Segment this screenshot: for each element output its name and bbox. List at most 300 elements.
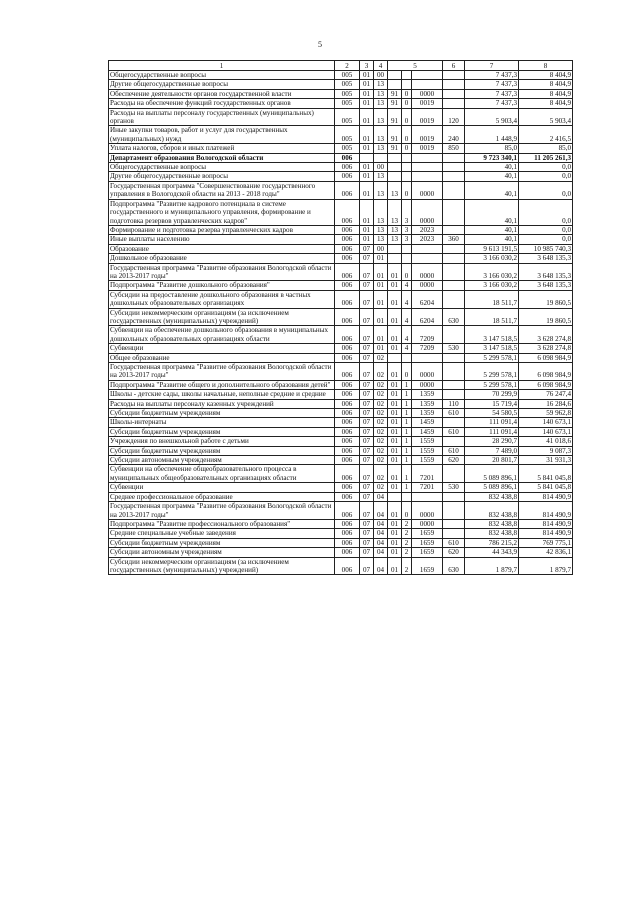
expense-type-code [443,89,465,98]
subsection-code: 13 [374,89,388,98]
row-name: Иные закупки товаров, работ и услуг для государственных (муниципальных) нужд [109,126,335,144]
section-code: 01 [360,80,374,89]
expense-type-code [443,263,465,281]
row-name: Общее образование [109,353,335,362]
row-name: Расходы на обеспечение функций государственных органов [109,99,335,108]
section-code: 07 [360,363,374,381]
row-name: Субсидии бюджетным учреждениям [109,409,335,418]
target-code-program [388,172,402,181]
amount-col7: 28 290,7 [465,437,519,446]
row-name: Субсидии бюджетным учреждениям [109,538,335,547]
expense-type-code: 630 [443,308,465,326]
amount-col8: 814 490,9 [519,519,573,528]
target-code-direction: 7201 [412,483,443,492]
target-code-direction [412,71,443,80]
target-code-program: 91 [388,144,402,153]
section-code: 07 [360,483,374,492]
target-code-program [388,492,402,501]
subsection-code: 13 [374,108,388,126]
row-name: Субсидии некоммерческим организациям (за исключением государственных (муниципальных) учреждений) [109,308,335,326]
amount-col7: 832 438,8 [465,519,519,528]
target-code-direction: 2023 [412,235,443,244]
target-code-sub [402,492,412,501]
expense-type-code: 530 [443,483,465,492]
expense-type-code: 360 [443,235,465,244]
target-code-program: 01 [388,519,402,528]
subsection-code: 01 [374,326,388,344]
amount-col8: 5 841 045,8 [519,483,573,492]
expense-type-code [443,502,465,520]
target-code-sub [402,353,412,362]
table-row [109,144,573,153]
expense-type-code: 110 [443,399,465,408]
target-code-sub: 1 [402,418,412,427]
subsection-code: 04 [374,519,388,528]
ved-code: 006 [335,225,360,234]
target-code-program: 01 [388,502,402,520]
target-code-sub: 0 [402,108,412,126]
amount-col8: 8 404,9 [519,71,573,80]
table-row [109,99,573,108]
ved-code: 006 [335,353,360,362]
section-code: 01 [360,126,374,144]
target-code-sub: 1 [402,483,412,492]
target-code-direction: 0000 [412,181,443,199]
section-code: 07 [360,353,374,362]
expense-type-code [443,353,465,362]
header-cell: 4 [374,61,388,71]
amount-col8: 3 648 135,3 [519,263,573,281]
target-code-direction: 6204 [412,290,443,308]
amount-col8: 8 404,9 [519,80,573,89]
subsection-code: 04 [374,548,388,557]
subsection-code: 01 [374,344,388,353]
expense-type-code [443,326,465,344]
amount-col8: 814 490,9 [519,502,573,520]
target-code-direction: 1659 [412,529,443,538]
target-code-direction [412,172,443,181]
header-cell: 3 [360,61,374,71]
amount-col8: 85,0 [519,144,573,153]
target-code-sub [402,254,412,263]
target-code-program: 01 [388,437,402,446]
ved-code: 006 [335,153,360,162]
target-code-program: 13 [388,235,402,244]
subsection-code: 01 [374,254,388,263]
ved-code: 006 [335,427,360,436]
target-code-program [388,353,402,362]
section-code: 01 [360,225,374,234]
target-code-program [388,153,402,162]
expense-type-code: 240 [443,126,465,144]
amount-col8: 769 775,1 [519,538,573,547]
section-code: 07 [360,437,374,446]
row-name: Государственная программа "Развитие образования Вологодской области на 2013-2017 годы" [109,363,335,381]
table-row [109,244,573,253]
row-name: Формирование и подготовка резерва управленческих кадров [109,225,335,234]
target-code-sub: 3 [402,199,412,225]
section-code: 07 [360,418,374,427]
target-code-sub: 1 [402,380,412,389]
section-code: 07 [360,344,374,353]
subsection-code: 13 [374,172,388,181]
target-code-sub: 0 [402,363,412,381]
section-code: 01 [360,108,374,126]
table-row [109,548,573,557]
subsection-code: 00 [374,163,388,172]
amount-col8: 6 098 984,9 [519,363,573,381]
row-name: Среднее профессиональное образование [109,492,335,501]
target-code-program: 01 [388,380,402,389]
row-name: Расходы на выплаты персоналу казенных учреждений [109,399,335,408]
target-code-sub: 4 [402,326,412,344]
table-row [109,492,573,501]
amount-col8: 5 841 045,8 [519,465,573,483]
target-code-program: 01 [388,446,402,455]
table-row [109,437,573,446]
expense-type-code [443,492,465,501]
ved-code: 006 [335,538,360,547]
row-name: Иные выплаты населению [109,235,335,244]
row-name: Подпрограмма "Развитие общего и дополнительного образования детей" [109,380,335,389]
ved-code: 006 [335,446,360,455]
table-row [109,71,573,80]
expense-type-code: 610 [443,409,465,418]
ved-code: 005 [335,80,360,89]
amount-col7: 7 437,3 [465,99,519,108]
target-code-direction [412,80,443,89]
section-code: 01 [360,89,374,98]
target-code-sub: 0 [402,263,412,281]
ved-code: 005 [335,89,360,98]
section-code: 01 [360,99,374,108]
table-row [109,557,573,575]
expense-type-code [443,163,465,172]
target-code-program [388,163,402,172]
row-name: Другие общегосударственные вопросы [109,172,335,181]
subsection-code: 04 [374,557,388,575]
subsection-code [374,153,388,162]
amount-col8: 814 490,9 [519,529,573,538]
expense-type-code: 620 [443,548,465,557]
target-code-program: 01 [388,427,402,436]
expense-type-code: 850 [443,144,465,153]
ved-code: 006 [335,363,360,381]
target-code-sub: 0 [402,89,412,98]
expense-type-code [443,71,465,80]
ved-code: 005 [335,108,360,126]
expense-type-code [443,80,465,89]
target-code-direction: 6204 [412,308,443,326]
table-row [109,353,573,362]
table-row [109,399,573,408]
target-code-sub: 1 [402,409,412,418]
amount-col8: 0,0 [519,172,573,181]
amount-col8: 2 416,5 [519,126,573,144]
amount-col8: 3 648 135,3 [519,281,573,290]
amount-col8: 10 985 740,3 [519,244,573,253]
target-code-program: 91 [388,99,402,108]
subsection-code: 00 [374,244,388,253]
subsection-code: 02 [374,390,388,399]
expense-type-code: 610 [443,538,465,547]
table-row [109,153,573,162]
table-row [109,89,573,98]
row-name: Расходы на выплаты персоналу государственных (муниципальных) органов [109,108,335,126]
target-code-direction: 1459 [412,418,443,427]
table-row [109,519,573,528]
header-cell: 5 [388,61,443,71]
section-code: 01 [360,172,374,181]
amount-col8: 6 098 984,9 [519,380,573,389]
amount-col8: 41 018,6 [519,437,573,446]
target-code-program: 01 [388,290,402,308]
ved-code: 006 [335,390,360,399]
page-number: 5 [318,40,322,49]
target-code-program: 01 [388,483,402,492]
row-name: Департамент образования Вологодской области [109,153,335,162]
table-row [109,126,573,144]
section-code: 07 [360,263,374,281]
target-code-direction: 0000 [412,519,443,528]
amount-col7: 40,1 [465,199,519,225]
table-row [109,456,573,465]
target-code-direction: 1359 [412,409,443,418]
row-name: Подпрограмма "Развитие кадрового потенциала в системе государственного и муниципального управления, формирование и подготовка резервов управленческих кадров" [109,199,335,225]
amount-col7: 832 438,8 [465,529,519,538]
target-code-program: 13 [388,181,402,199]
target-code-direction [412,492,443,501]
table-row [109,308,573,326]
target-code-sub: 3 [402,235,412,244]
ved-code: 006 [335,483,360,492]
expense-type-code: 610 [443,427,465,436]
target-code-program: 01 [388,557,402,575]
ved-code: 005 [335,144,360,153]
target-code-direction: 0019 [412,99,443,108]
target-code-sub: 2 [402,519,412,528]
ved-code: 006 [335,437,360,446]
expense-type-code [443,418,465,427]
target-code-program: 01 [388,409,402,418]
target-code-direction: 0000 [412,199,443,225]
row-name: Государственная программа "Развитие образования Вологодской области на 2013-2017 годы" [109,263,335,281]
table-row [109,254,573,263]
target-code-direction: 0000 [412,380,443,389]
subsection-code: 04 [374,538,388,547]
table-row [109,199,573,225]
expense-type-code [443,529,465,538]
target-code-sub [402,80,412,89]
amount-col7: 7 489,0 [465,446,519,455]
amount-col7: 832 438,8 [465,502,519,520]
target-code-sub [402,153,412,162]
subsection-code: 02 [374,409,388,418]
target-code-direction: 1459 [412,427,443,436]
target-code-program: 01 [388,399,402,408]
row-name: Субвенции [109,344,335,353]
section-code: 07 [360,456,374,465]
target-code-program: 13 [388,199,402,225]
amount-col7: 5 089 896,1 [465,483,519,492]
ved-code: 006 [335,254,360,263]
row-name: Обеспечение деятельности органов государственной власти [109,89,335,98]
ved-code: 006 [335,456,360,465]
subsection-code: 02 [374,418,388,427]
target-code-program [388,80,402,89]
table-row [109,446,573,455]
section-code: 01 [360,235,374,244]
subsection-code: 13 [374,235,388,244]
ved-code: 006 [335,244,360,253]
subsection-code: 02 [374,363,388,381]
subsection-code: 04 [374,492,388,501]
target-code-direction: 1359 [412,390,443,399]
ved-code: 005 [335,71,360,80]
amount-col7: 5 299 578,1 [465,353,519,362]
subsection-code: 01 [374,281,388,290]
ved-code: 006 [335,519,360,528]
subsection-code: 02 [374,427,388,436]
amount-col8: 140 673,1 [519,418,573,427]
target-code-program: 91 [388,89,402,98]
expense-type-code: 610 [443,446,465,455]
ved-code: 006 [335,399,360,408]
ved-code: 006 [335,172,360,181]
row-name: Субсидии бюджетным учреждениям [109,446,335,455]
table-row [109,326,573,344]
amount-col8: 76 247,4 [519,390,573,399]
ved-code: 006 [335,308,360,326]
ved-code: 006 [335,326,360,344]
header-cell: 2 [335,61,360,71]
expense-type-code [443,519,465,528]
target-code-sub [402,71,412,80]
target-code-program: 01 [388,326,402,344]
target-code-program: 91 [388,126,402,144]
target-code-direction: 7201 [412,465,443,483]
amount-col8: 11 205 261,3 [519,153,573,162]
target-code-program: 01 [388,456,402,465]
expense-type-code [443,172,465,181]
target-code-program: 01 [388,363,402,381]
header-cell: 6 [443,61,465,71]
amount-col8: 31 931,3 [519,456,573,465]
row-name: Субсидии бюджетным учреждениям [109,427,335,436]
table-row [109,181,573,199]
target-code-sub: 3 [402,225,412,234]
amount-col7: 20 801,7 [465,456,519,465]
section-code [360,153,374,162]
subsection-code: 01 [374,263,388,281]
row-name: Учреждения по внешкольной работе с детьми [109,437,335,446]
expense-type-code [443,244,465,253]
target-code-direction: 0000 [412,89,443,98]
target-code-direction: 0000 [412,263,443,281]
amount-col8: 3 628 274,8 [519,326,573,344]
row-name: Субсидии некоммерческим организациям (за исключением государственных (муниципальных) учреждений) [109,557,335,575]
target-code-sub: 2 [402,548,412,557]
section-code: 07 [360,465,374,483]
target-code-sub: 4 [402,290,412,308]
target-code-program [388,244,402,253]
subsection-code: 02 [374,483,388,492]
table-row [109,281,573,290]
row-name: Субсидии автономным учреждениям [109,456,335,465]
ved-code: 006 [335,409,360,418]
table-row [109,483,573,492]
target-code-direction [412,353,443,362]
section-code: 07 [360,326,374,344]
amount-col7: 111 091,4 [465,427,519,436]
target-code-sub: 0 [402,502,412,520]
row-name: Школы-интернаты [109,418,335,427]
amount-col8: 140 673,1 [519,427,573,436]
table-row [109,80,573,89]
section-code: 01 [360,71,374,80]
target-code-direction [412,244,443,253]
target-code-program: 01 [388,390,402,399]
target-code-program [388,71,402,80]
table-row [109,502,573,520]
target-code-direction: 0019 [412,108,443,126]
row-name: Государственная программа "Совершенствование государственного управления в Вологодской области на 2013 - 2018 годы" [109,181,335,199]
section-code: 01 [360,144,374,153]
row-name: Субвенции на обеспечение дошкольного образования в муниципальных дошкольных образовательных организациях области [109,326,335,344]
target-code-direction: 2023 [412,225,443,234]
target-code-sub: 1 [402,437,412,446]
expense-type-code [443,465,465,483]
amount-col7: 18 511,7 [465,308,519,326]
row-name: Субсидии на предоставление дошкольного образования в частных дошкольных образовательных организациях [109,290,335,308]
amount-col8: 0,0 [519,181,573,199]
amount-col8: 0,0 [519,163,573,172]
amount-col8: 16 284,6 [519,399,573,408]
ved-code: 006 [335,344,360,353]
row-name: Средние специальные учебные заведения [109,529,335,538]
subsection-code: 02 [374,437,388,446]
subsection-code: 13 [374,199,388,225]
expense-type-code [443,181,465,199]
target-code-direction: 7209 [412,344,443,353]
ved-code: 005 [335,99,360,108]
amount-col7: 40,1 [465,172,519,181]
header-cell: 7 [465,61,519,71]
target-code-direction [412,153,443,162]
target-code-direction: 0000 [412,281,443,290]
table-row [109,465,573,483]
ved-code: 006 [335,263,360,281]
amount-col7: 786 215,2 [465,538,519,547]
amount-col8: 3 648 135,3 [519,254,573,263]
ved-code: 006 [335,465,360,483]
amount-col8: 9 087,3 [519,446,573,455]
amount-col7: 7 437,3 [465,71,519,80]
section-code: 07 [360,380,374,389]
amount-col8: 5 903,4 [519,108,573,126]
amount-col7: 54 580,5 [465,409,519,418]
target-code-sub: 1 [402,446,412,455]
subsection-code: 02 [374,353,388,362]
expense-type-code: 530 [443,344,465,353]
subsection-code: 13 [374,80,388,89]
subsection-code: 02 [374,456,388,465]
row-name: Образование [109,244,335,253]
target-code-sub: 0 [402,126,412,144]
subsection-code: 00 [374,71,388,80]
section-code: 07 [360,390,374,399]
target-code-sub: 0 [402,99,412,108]
